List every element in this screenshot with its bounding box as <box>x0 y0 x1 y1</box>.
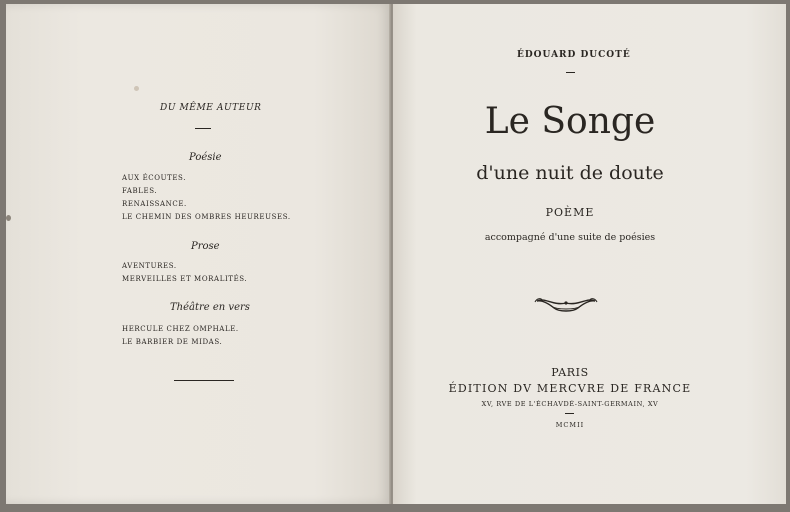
du-meme-auteur-heading: DU MÊME AUTEUR <box>160 103 262 113</box>
right-page <box>393 4 786 504</box>
paper-spot <box>6 215 11 221</box>
publisher-address: XV, RVE DE L'ÉCHAVDÉ-SAINT-GERMAIN, XV <box>481 400 659 408</box>
left-page <box>6 4 391 504</box>
paper-spot <box>134 86 139 91</box>
bibliography-item: AUX ÉCOUTES. <box>122 174 187 182</box>
divider-rule <box>195 128 211 129</box>
bibliography-item: AVENTURES. <box>122 262 177 270</box>
section-heading-theatre: Théâtre en vers <box>170 302 250 313</box>
divider-rule <box>565 413 574 414</box>
bibliography-item: LE BARBIER DE MIDAS. <box>122 338 223 346</box>
author-name: ÉDOUARD DUCOTÉ <box>517 50 631 60</box>
section-heading-prose: Prose <box>191 241 220 252</box>
fleuron-ornament-icon <box>533 292 599 316</box>
bibliography-item: MERVEILLES ET MORALITÉS. <box>122 275 248 283</box>
bibliography-item: FABLES. <box>122 187 158 195</box>
closing-rule <box>174 380 234 381</box>
bibliography-item: LE CHEMIN DES OMBRES HEUREUSES. <box>122 213 291 221</box>
bibliography-item: RENAISSANCE. <box>122 200 187 208</box>
book-title: Le Songe <box>484 101 656 142</box>
bibliography-item: HERCULE CHEZ OMPHALE. <box>122 325 239 333</box>
section-heading-poesie: Poésie <box>189 152 222 163</box>
divider-rule <box>566 72 575 73</box>
publication-year: MCMII <box>555 421 585 429</box>
genre-label: POÈME <box>545 206 595 219</box>
accompanied-note: accompagné d'une suite de poésies <box>484 232 656 243</box>
book-subtitle: d'une nuit de doute <box>476 162 664 184</box>
publication-city: PARIS <box>551 366 589 379</box>
publisher-name: ÉDITION DV MERCVRE DE FRANCE <box>448 382 692 395</box>
